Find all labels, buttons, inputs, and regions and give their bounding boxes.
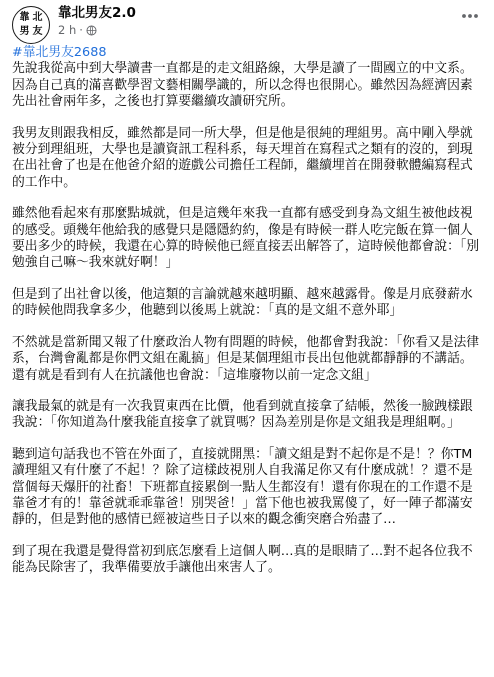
page-avatar[interactable] bbox=[12, 6, 50, 44]
hashtag-link[interactable]: #靠北男友2688 bbox=[12, 45, 107, 60]
post-paragraph: 但是到了出社會以後，他這類的言論就越來越明顯、越來越露骨。像是月底發薪水的時候他問我拿多少，他聽到以後馬上就說：「真的是文組不意外耶」 bbox=[12, 286, 473, 319]
globe-icon bbox=[86, 25, 97, 36]
avatar-char: 友 bbox=[32, 26, 43, 37]
post-paragraph: 我男友則跟我相反，雖然都是同一所大學，但是他是很純的理組男。高中剛入學就被分到理組班，大學也是讀資訊工程科系，每天埋首在寫程式之類有的沒的，到現在出社會了也是在他爸介紹的遊戲公司擔任工程師，繼續埋首在開發軟體編寫程式的工作中。 bbox=[12, 125, 473, 190]
post-paragraph: 到了現在我還是覺得當初到底怎麼看上這個人啊…真的是眼睛了…對不起各位我不能為民除害了，我準備要放手讓他出來害人了。 bbox=[12, 543, 473, 576]
avatar-char: 靠 bbox=[19, 12, 30, 23]
post-paragraph: 聽到這句話我也不管在外面了，直接就開黑：「讀文組是對不起你是不是！？你TM讀理組又有什麼了不起！？除了這樣歧視別人自我滿足你又有什麼成就！？還不是當個每天爆肝的社畜！下班都直接累倒一點人生都沒有！還有你現在的工作還不是靠爸才有的！靠爸就乖乖靠爸！別哭爸！」當下他也被我罵傻了，好一陣子都滿安靜的，但是對他的感情已經被這些日子以來的觀念衝突磨合殆盡了… bbox=[12, 446, 473, 528]
post-timestamp[interactable]: 2 h bbox=[58, 23, 77, 37]
more-options-icon[interactable] bbox=[456, 6, 484, 26]
separator-dot: · bbox=[79, 23, 83, 37]
post-body bbox=[12, 45, 484, 577]
avatar-char: 男 bbox=[19, 26, 30, 37]
post-paragraph: 不然就是當新聞又報了什麼政治人物有問題的時候，他都會對我說：「你看又是法律系，台灣會亂都是你們文組在亂搞」但是某個理組市長出包他就都靜靜的不講話。還有就是看到有人在抗議他也會說：「這堆廢物以前一定念文組」 bbox=[12, 334, 480, 383]
post-header bbox=[12, 0, 484, 44]
post-subline bbox=[58, 23, 456, 38]
avatar-char: 北 bbox=[32, 12, 43, 23]
post-paragraph: 先說我從高中到大學讀書一直都是的走文組路線，大學是讀了一間國立的中文系。因為自己真的滿喜歡學習文藝相關學識的，所以念得也很開心。雖然因為經濟因素先出社會兩年多，之後也打算要繼續攻讀研究所。 bbox=[12, 61, 473, 110]
post-meta bbox=[58, 5, 456, 38]
post-paragraph: 讓我最氣的就是有一次我買東西在比價，他看到就直接拿了結帳，然後一臉跩樣跟我說：「你知道為什麼我能直接拿了就買嗎？因為差別是你是文組我是理組啊。」 bbox=[12, 398, 473, 431]
page-name-link[interactable]: 靠北男友2.0 bbox=[58, 5, 136, 21]
post-paragraph: 雖然他看起來有那麼點城就，但是這幾年來我一直都有感受到身為文組生被他歧視的感受。頭幾年他給我的感覺只是隱隱約約，像是有時候一群人吃完飯在算一個人要出多少的時候，我還在心算的時候他已經直接丟出解答了，這時候他都會說：「別勉強自己嘛～我來就好啊！」 bbox=[12, 206, 480, 271]
ellipsis-icon bbox=[461, 13, 479, 19]
